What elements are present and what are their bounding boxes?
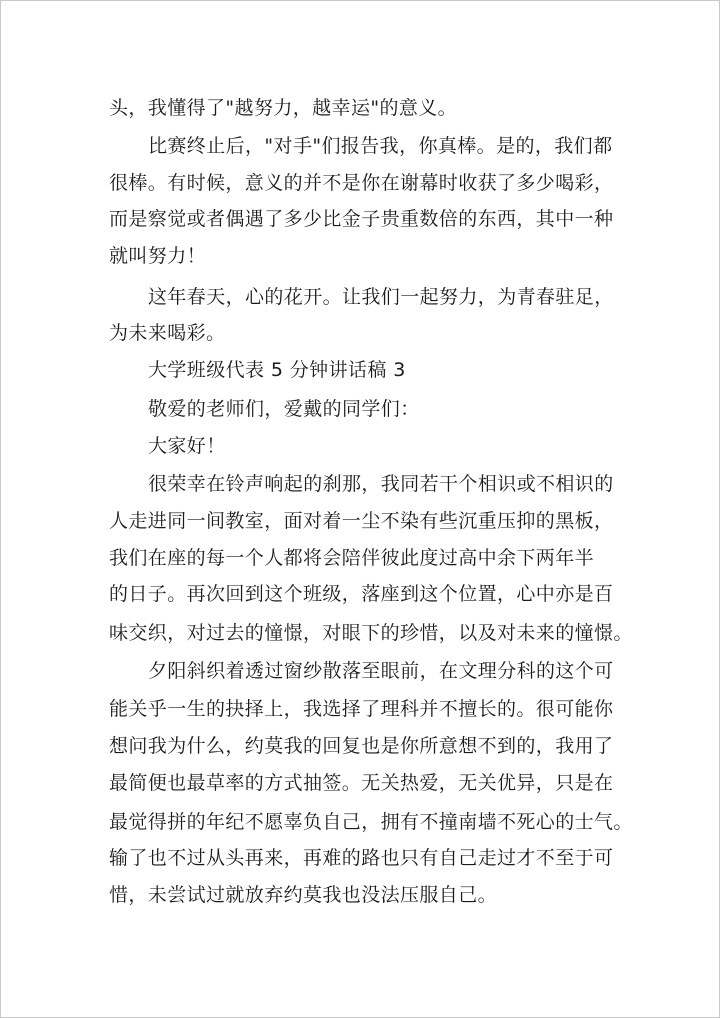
text-line: 我们在座的每一个人都将会陪伴彼此度过高中余下两年半 <box>109 547 595 569</box>
text-line: 最觉得拼的年纪不愿辜负自己，拥有不撞南墙不死心的士气。 <box>109 811 633 833</box>
text-line: 味交织，对过去的憧憬，对眼下的珍惜，以及对未来的憧憬。 <box>109 622 633 644</box>
greeting: 大家好！ <box>148 435 226 457</box>
text-line: 人走进同一间教室，面对着一尘不染有些沉重压抑的黑板， <box>109 510 614 532</box>
text-line: 能关乎一生的抉择上，我选择了理科并不擅长的。很可能你 <box>109 698 614 720</box>
text-line: 最简便也最草率的方式抽签。无关热爱，无关优异，只是在 <box>109 772 614 794</box>
text-line: 就叫努力！ <box>109 245 207 267</box>
text-line: 想问我为什么，约莫我的回复也是你所意想不到的，我用了 <box>109 735 614 757</box>
text-line: 很棒。有时候，意义的并不是你在谢幕时收获了多少喝彩， <box>109 172 614 194</box>
text-line: 很荣幸在铃声响起的刹那，我同若干个相识或不相识的 <box>148 473 614 495</box>
text-line: 为未来喝彩。 <box>109 322 226 344</box>
text-line: 的日子。再次回到这个班级，落座到这个位置，心中亦是百 <box>109 583 614 605</box>
section-heading: 大学班级代表 5 分钟讲话稿 3 <box>148 359 406 381</box>
text-line: 输了也不过从头再来，再难的路也只有自己走过才不至于可 <box>109 847 614 869</box>
text-line: 比赛终止后，"对手"们报告我，你真棒。是的，我们都 <box>148 135 613 157</box>
text-line: 这年春天，心的花开。让我们一起努力，为青春驻足， <box>148 286 614 308</box>
text-line: 头，我懂得了"越努力，越幸运"的意义。 <box>109 97 458 119</box>
salutation: 敬爱的老师们，爱戴的同学们： <box>148 398 420 420</box>
text-line: 惜，未尝试过就放弃约莫我也没法压服自己。 <box>109 884 498 906</box>
text-line: 而是察觉或者偶遇了多少比金子贵重数倍的东西，其中一种 <box>109 208 614 230</box>
text-line: 夕阳斜织着透过窗纱散落至眼前，在文理分科的这个可 <box>148 660 614 682</box>
